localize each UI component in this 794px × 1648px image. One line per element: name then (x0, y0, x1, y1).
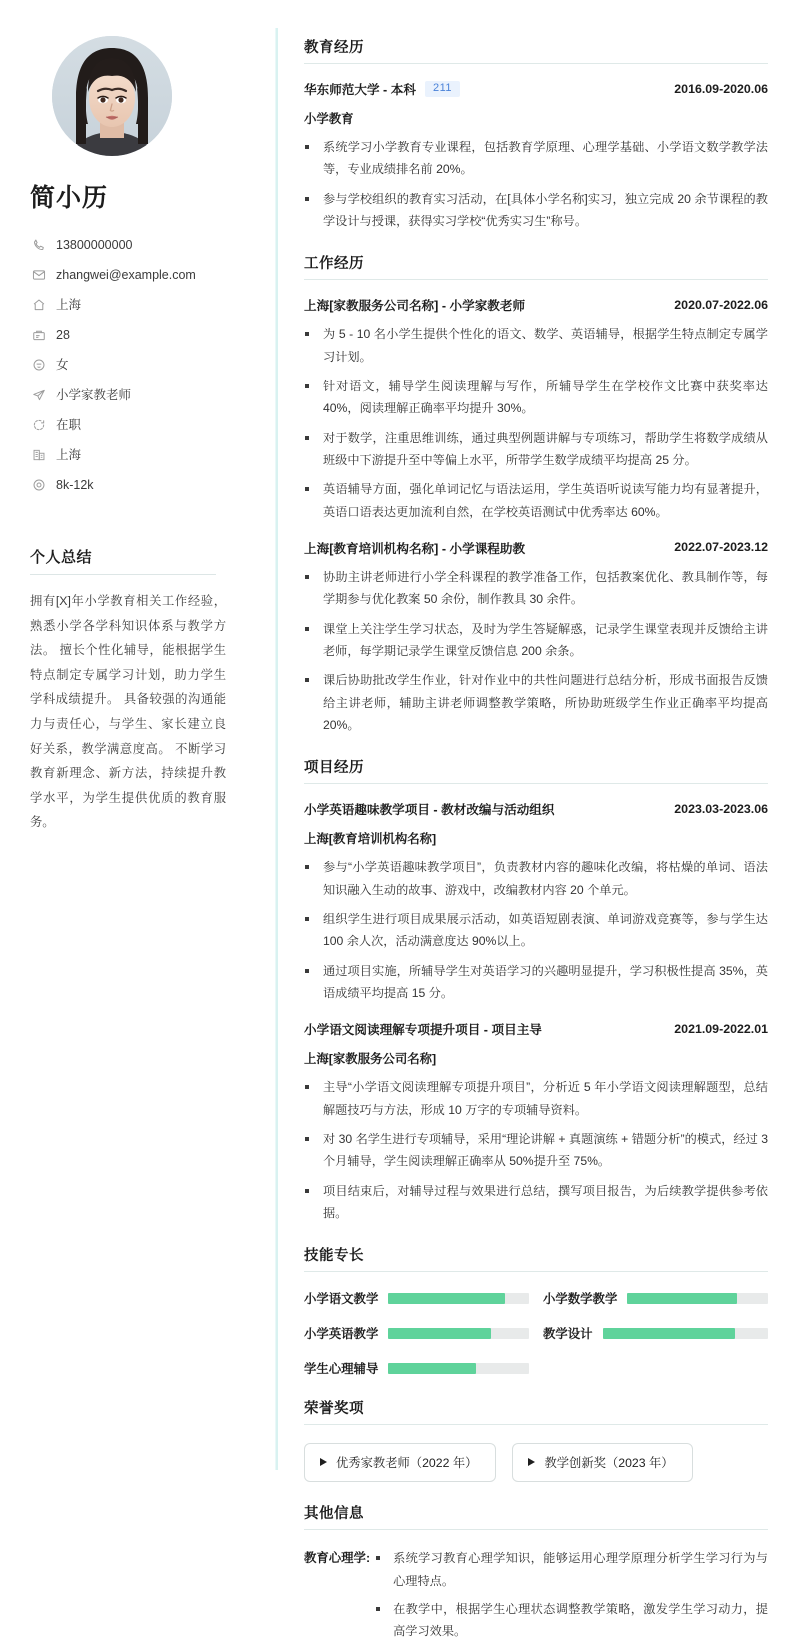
contact-item-gender (30, 350, 252, 380)
vertical-divider (275, 28, 278, 1470)
other-group-label: 教育心理学: (304, 1551, 371, 1566)
play-triangle-icon (320, 1458, 327, 1466)
main-column (276, 0, 794, 1639)
contact-value: 小学家教老师 (56, 387, 132, 402)
contact-item-status (30, 410, 252, 440)
company-name: 上海[教育培训机构名称] - 小学课程助教 (304, 541, 526, 556)
entry-header (304, 295, 768, 314)
skill-label: 小学英语教学 (304, 1327, 379, 1342)
work-date: 2020.07-2022.06 (674, 297, 768, 312)
other-bullets (374, 1547, 768, 1648)
contact-list (30, 230, 252, 500)
awards-section (304, 1397, 768, 1482)
skill-progress-fill (627, 1293, 737, 1304)
work-bullets (304, 323, 768, 523)
award-chip[interactable] (304, 1443, 496, 1482)
skill-progress-track (388, 1328, 529, 1339)
project-org: 上海[家教服务公司名称] (304, 1052, 437, 1067)
award-list (304, 1443, 768, 1482)
work-section (304, 252, 768, 736)
other-group (304, 1547, 768, 1648)
skills-section (304, 1244, 768, 1377)
section-title-skills: 技能专长 (304, 1244, 768, 1272)
list-item: 项目结束后，对辅导过程与效果进行总结，撰写项目报告，为后续教学提供参考依据。 (304, 1180, 768, 1225)
summary-title: 个人总结 (30, 546, 216, 575)
project-entry (304, 799, 768, 1004)
education-date: 2016.09-2020.06 (674, 81, 768, 96)
contact-value: 上海 (56, 297, 82, 312)
skill-grid (304, 1289, 768, 1377)
contact-value: 28 (56, 327, 70, 342)
skill-row (543, 1324, 768, 1342)
gender-icon (30, 357, 47, 374)
skill-label: 学生心理辅导 (304, 1362, 379, 1377)
list-item: 在教学中，根据学生心理状态调整教学策略，激发学生学习动力，提高学习效果。 (374, 1598, 768, 1643)
skill-label: 小学数学教学 (543, 1292, 618, 1307)
education-bullets (304, 136, 768, 232)
page-title: 简小历 (30, 184, 109, 212)
avatar (52, 36, 172, 156)
status-circle-icon (30, 417, 47, 434)
contact-value: 上海 (56, 447, 82, 462)
education-section (304, 36, 768, 232)
major-name: 小学教育 (304, 112, 354, 126)
skill-row (304, 1359, 529, 1377)
list-item: 课后协助批改学生作业，针对作业中的共性问题进行总结分析，形成书面报告反馈给主讲老师，辅助主讲老师调整教学策略，所协助班级学生作业正确率平均提高 20%。 (304, 669, 768, 736)
skill-progress-fill (388, 1328, 491, 1339)
project-date: 2023.03-2023.06 (674, 801, 768, 816)
contact-item-age (30, 320, 252, 350)
summary-text: 拥有[X]年小学教育相关工作经验，熟悉小学各学科知识体系与教学方法。 擅长个性化辅导，能根据学生特点制定专属学习计划，助力学生学科成绩提升。 具备较强的沟通能力与责任心，与学生、家长建立良好关系，教学满意度高。 不断学习教育新理念、新方法，持续提升教学水平，为学生提供优质的教育服务。 (30, 594, 226, 830)
skill-label: 教学设计 (543, 1327, 593, 1342)
list-item: 参与“小学英语趣味教学项目”，负责教材内容的趣味化改编，将枯燥的单词、语法知识融入生动的故事、游戏中，改编教材内容 20 个单元。 (304, 856, 768, 901)
company-name: 上海[家教服务公司名称] - 小学家教老师 (304, 299, 526, 314)
projects-section (304, 756, 768, 1224)
skill-progress-track (388, 1363, 529, 1374)
project-date: 2021.09-2022.01 (674, 1021, 768, 1036)
summary-section (30, 546, 252, 835)
list-item: 协助主讲老师进行小学全科课程的教学准备工作，包括教案优化、教具制作等，每学期参与优化教案 50 余份，制作教具 30 余件。 (304, 566, 768, 611)
target-icon (30, 477, 47, 494)
list-item: 主导“小学语文阅读理解专项提升项目”，分析近 5 年小学语文阅读理解题型，总结解题技巧与方法，形成 10 万字的专项辅导资料。 (304, 1076, 768, 1121)
contact-item-location (30, 290, 252, 320)
list-item: 为 5 - 10 名小学生提供个性化的语文、数学、英语辅导，根据学生特点制定专属学习计划。 (304, 323, 768, 368)
contact-value: 在职 (56, 417, 82, 432)
skill-label: 小学语文教学 (304, 1292, 379, 1307)
play-triangle-icon (528, 1458, 535, 1466)
education-entry (304, 79, 768, 232)
skill-progress-track (388, 1293, 529, 1304)
home-icon (30, 297, 47, 314)
envelope-icon (30, 267, 47, 284)
school-name: 华东师范大学 - 本科 (304, 83, 416, 97)
contact-item-email (30, 260, 252, 290)
section-title-awards: 荣誉奖项 (304, 1397, 768, 1425)
entry-header (304, 799, 768, 818)
award-label: 优秀家教老师（2022 年） (336, 1456, 478, 1471)
contact-value: 13800000000 (56, 237, 133, 252)
list-item: 参与学校组织的教育实习活动，在[具体小学名称]实习，独立完成 20 余节课程的教学设计与授课，获得实习学校“优秀实习生”称号。 (304, 188, 768, 233)
list-item: 对于数学，注重思维训练，通过典型例题讲解与专项练习，帮助学生将数学成绩从班级中下游提升至中等偏上水平，所带学生数学成绩平均提高 25 分。 (304, 427, 768, 472)
list-item: 系统学习小学教育专业课程，包括教育学原理、心理学基础、小学语文数学教学法等，专业成绩排名前 20%。 (304, 136, 768, 181)
skill-progress-fill (388, 1293, 505, 1304)
paper-plane-icon (30, 387, 47, 404)
status-badge: 211 (425, 81, 460, 97)
project-org: 上海[教育培训机构名称] (304, 832, 437, 847)
list-item: 课堂上关注学生学习状态，及时为学生答疑解惑，记录学生课堂表现并反馈给主讲老师，每学期记录学生课堂反馈信息 200 余条。 (304, 618, 768, 663)
project-name: 小学英语趣味教学项目 - 教材改编与活动组织 (304, 803, 555, 818)
skill-row (543, 1289, 768, 1307)
section-title-projects: 项目经历 (304, 756, 768, 784)
section-title-education: 教育经历 (304, 36, 768, 64)
contact-value: 女 (56, 357, 69, 372)
work-entry (304, 295, 768, 523)
project-name: 小学语文阅读理解专项提升项目 - 项目主导 (304, 1023, 542, 1038)
list-item: 对 30 名学生进行专项辅导，采用“理论讲解 + 真题演练 + 错题分析”的模式，经过 3 个月辅导，学生阅读理解正确率从 50%提升至 75%。 (304, 1128, 768, 1173)
contact-item-salary (30, 470, 252, 500)
contact-item-phone (30, 230, 252, 260)
work-entry (304, 538, 768, 736)
contact-item-position (30, 380, 252, 410)
sidebar (0, 0, 276, 1498)
list-item: 通过项目实施，所辅导学生对英语学习的兴趣明显提升，学习积极性提高 35%，英语成绩平均提高 15 分。 (304, 960, 768, 1005)
list-item: 组织学生进行项目成果展示活动，如英语短剧表演、单词游戏竞赛等，参与学生达 100 余人次，活动满意度达 90%以上。 (304, 908, 768, 953)
contact-value: 8k-12k (56, 477, 94, 492)
work-date: 2022.07-2023.12 (674, 540, 768, 555)
award-chip[interactable] (512, 1443, 692, 1482)
contact-value: zhangwei@example.com (56, 267, 196, 282)
contact-item-city (30, 440, 252, 470)
project-entry (304, 1019, 768, 1224)
building-icon (30, 447, 47, 464)
list-item: 系统学习教育心理学知识，能够运用心理学原理分析学生学习行为与心理特点。 (374, 1547, 768, 1592)
skill-progress-fill (603, 1328, 735, 1339)
skill-progress-track (603, 1328, 768, 1339)
section-title-other: 其他信息 (304, 1502, 768, 1530)
skill-progress-track (627, 1293, 768, 1304)
other-section (304, 1502, 768, 1648)
id-card-icon (30, 327, 47, 344)
project-bullets (304, 1076, 768, 1224)
skill-progress-fill (388, 1363, 475, 1374)
skill-row (304, 1324, 529, 1342)
list-item: 针对语文，辅导学生阅读理解与写作，所辅导学生在学校作文比赛中获奖率达 40%，阅读理解正确率平均提升 30%。 (304, 375, 768, 420)
entry-header (304, 1019, 768, 1038)
phone-icon (30, 237, 47, 254)
section-title-work: 工作经历 (304, 252, 768, 280)
avatar-photo-icon (52, 36, 172, 156)
list-item: 英语辅导方面，强化单词记忆与语法运用，学生英语听说读写能力均有显著提升，英语口语表达更加流利自然，在学校英语测试中优秀率达 60%。 (304, 478, 768, 523)
entry-header (304, 79, 768, 98)
school-name-row (304, 79, 460, 98)
work-bullets (304, 566, 768, 736)
entry-header (304, 538, 768, 557)
skill-row (304, 1289, 529, 1307)
award-label: 教学创新奖（2023 年） (544, 1456, 674, 1471)
project-bullets (304, 856, 768, 1004)
